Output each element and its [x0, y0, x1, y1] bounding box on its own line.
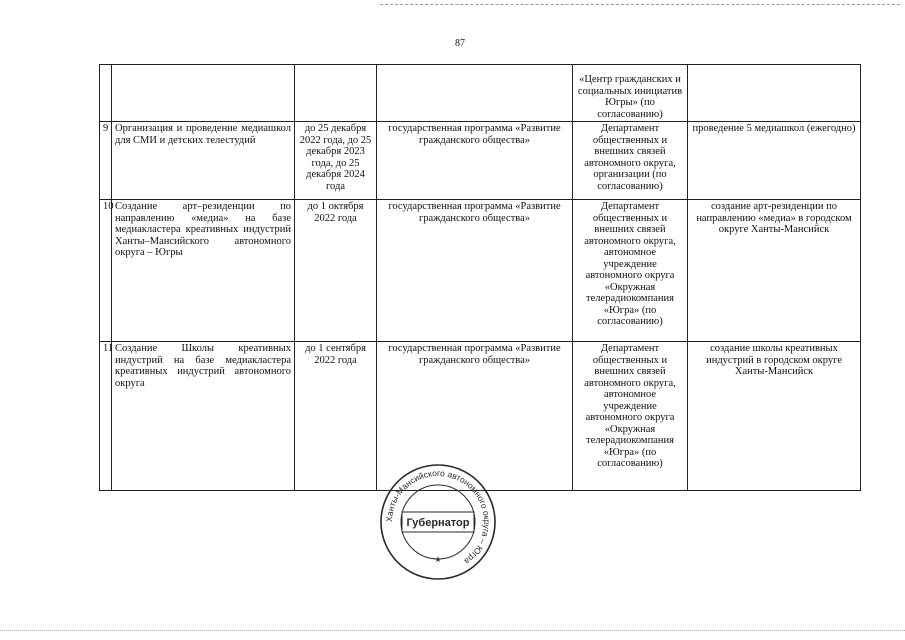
cell-result: создание школы креативных индустрий в городском округе Ханты-Мансийск [688, 342, 861, 491]
cell-executor: Департамент общественных и внешних связей автономного округа, автономное учреждение автономного округа «Окружная телерадиокомпания «Югра» (по согласованию) [573, 342, 688, 491]
cell-num [100, 65, 112, 122]
cell-deadline: до 1 сентября 2022 года [295, 342, 377, 491]
cell-num: 11 [100, 342, 112, 491]
table-row [100, 122, 861, 200]
seal-ring-text: Ханты-Мансийского автономного округа – Югра [383, 467, 493, 567]
cell-executor: Департамент общественных и внешних связей автономного округа, автономное учреждение автономного округа «Окружная телерадиокомпания «Югра» (по согласованию) [573, 200, 688, 342]
page-number: 87 [455, 38, 465, 49]
cell-action: Создание арт–резиденции по направлению «медиа» на базе медиакластера креативных индустрий Ханты–Мансийского автономного округа – Югры [112, 200, 295, 342]
scan-edge-bottom [0, 630, 905, 631]
cell-action: Создание Школы креативных индустрий на базе медиакластера креативных индустрий автономного округа [112, 342, 295, 491]
cell-source [377, 65, 573, 122]
cell-executor: Департамент общественных и внешних связей автономного округа, организации (по согласованию) [573, 122, 688, 200]
cell-executor: «Центр гражданских и социальных инициатив Югры» (по согласованию) [573, 65, 688, 122]
cell-result: создание арт-резиденции по направлению «медиа» в городском округе Ханты-Мансийск [688, 200, 861, 342]
cell-source: государственная программа «Развитие гражданского общества» [377, 342, 573, 491]
cell-source: государственная программа «Развитие гражданского общества» [377, 200, 573, 342]
governor-seal [378, 462, 498, 582]
cell-num: 10 [100, 200, 112, 342]
table-row-continuation [100, 65, 861, 122]
cell-result: проведение 5 медиашкол (ежегодно) [688, 122, 861, 200]
cell-result [688, 65, 861, 122]
cell-action [112, 65, 295, 122]
scan-edge-top [380, 4, 900, 5]
action-plan-table [99, 64, 861, 491]
seal-star-icon: ★ [434, 555, 442, 564]
cell-num: 9 [100, 122, 112, 200]
table-row [100, 200, 861, 342]
cell-source: государственная программа «Развитие гражданского общества» [377, 122, 573, 200]
cell-action: Организация и проведение медиашкол для СМИ и детских телестудий [112, 122, 295, 200]
cell-deadline: до 1 октября 2022 года [295, 200, 377, 342]
seal-center-text: Губернатор [406, 517, 470, 529]
cell-deadline [295, 65, 377, 122]
cell-deadline: до 25 декабря 2022 года, до 25 декабря 2023 года, до 25 декабря 2024 года [295, 122, 377, 200]
